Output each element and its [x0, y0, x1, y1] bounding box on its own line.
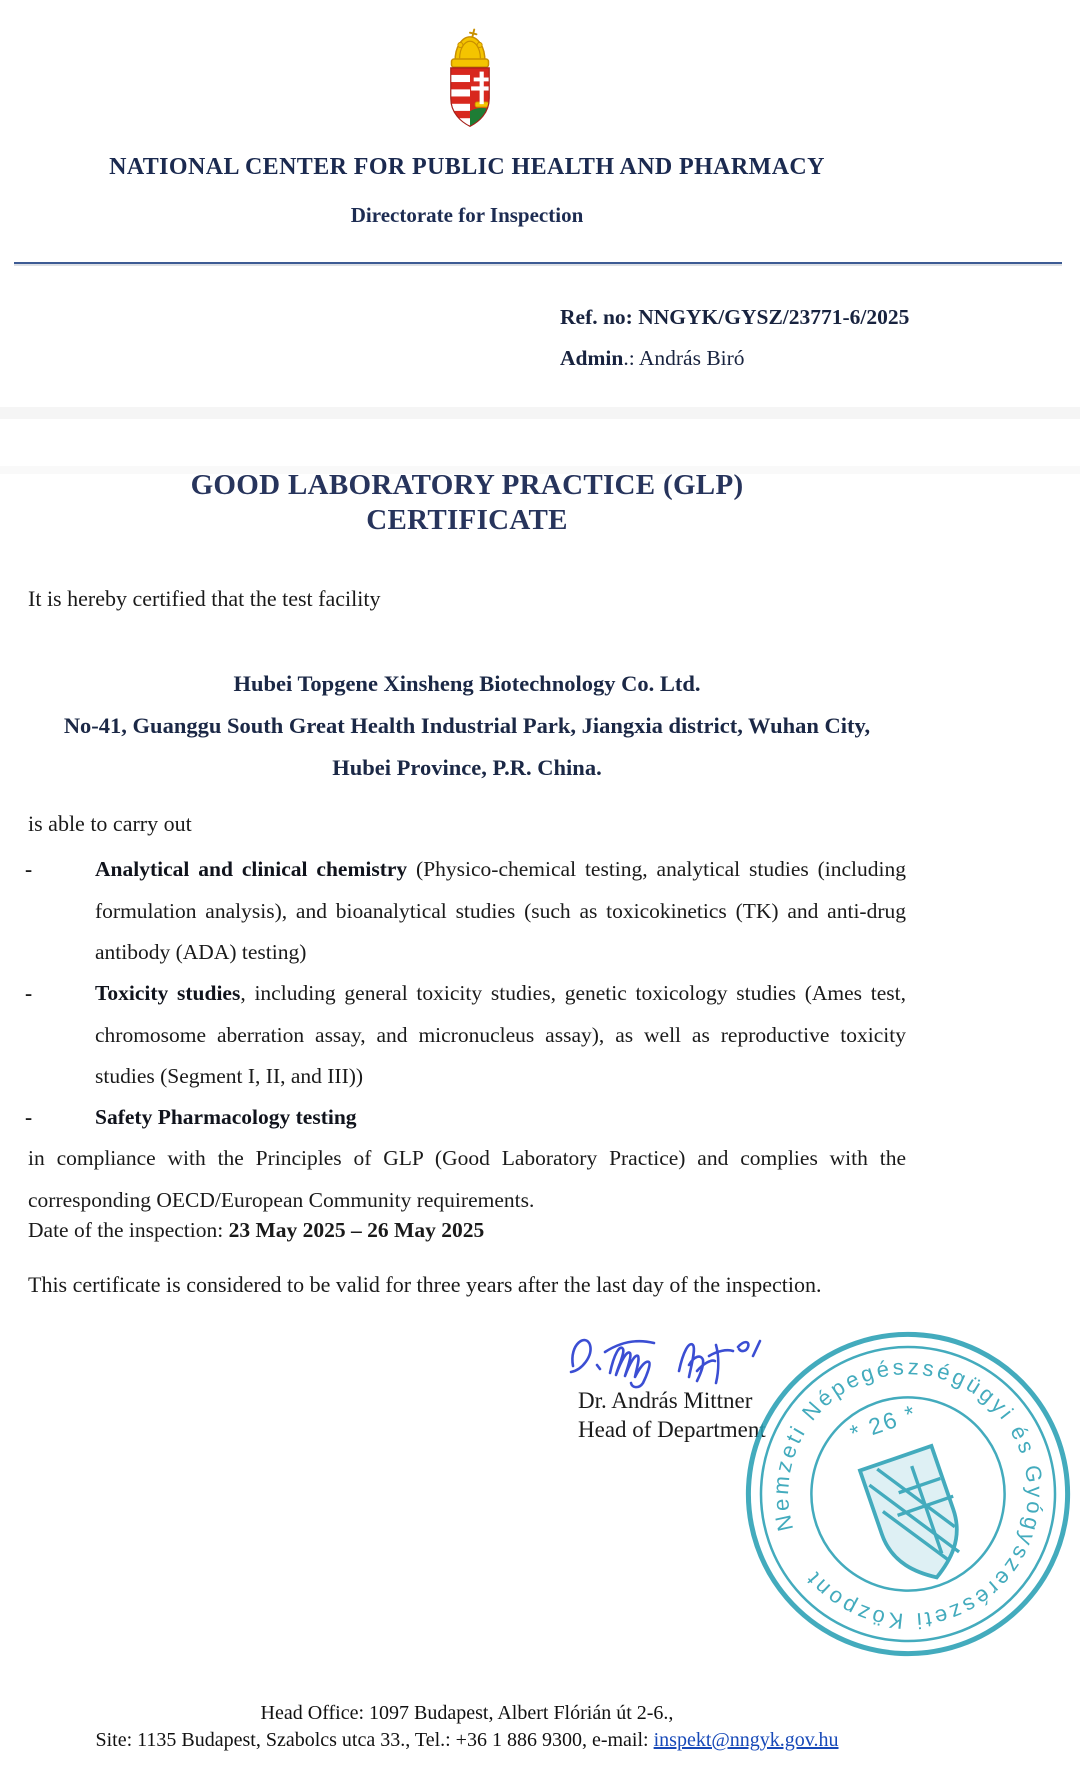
list-item-rest: (Physico-chemical testing, analytical studies (including formulation analysis), and bioanalytical studies (such as toxicokinetics (TK) and anti-drug antibody (ADA) testing) [95, 857, 907, 964]
list-item-lead: Safety Pharmacology testing [95, 1105, 357, 1129]
ref-value: NNGYK/GYSZ/23771-6/2025 [638, 305, 910, 329]
certificate-title [0, 468, 934, 538]
list-item [0, 849, 906, 974]
footer-line1: Head Office: 1097 Budapest, Albert Flórián út 2-6., [260, 1702, 674, 1724]
ref-number-line [560, 297, 909, 338]
facility-name: Hubei Topgene Xinsheng Biotechnology Co. Ltd. [233, 671, 701, 696]
email-link[interactable]: inspekt@nngyk.gov.hu [653, 1729, 839, 1751]
scan-artifact-band [0, 407, 1080, 419]
footer-line2 [0, 1727, 934, 1754]
inspection-date-label: Date of the inspection: [28, 1218, 229, 1242]
admin-value: .: András Biró [623, 346, 745, 370]
reference-block [560, 297, 909, 379]
facility-address-line2: Hubei Province, P.R. China. [332, 755, 602, 780]
directorate-subtitle: Directorate for Inspection [350, 203, 584, 227]
certificate-title-line2: CERTIFICATE [366, 504, 568, 536]
validity-statement: This certificate is considered to be valid for three years after the last day of the inspection. [28, 1272, 822, 1297]
capability-intro: is able to carry out [28, 811, 192, 836]
inspection-date-line [28, 1218, 484, 1243]
admin-line [560, 338, 909, 379]
list-item-text [95, 849, 906, 974]
list-item-rest: , including general toxicity studies, genetic toxicology studies (Ames test, chromosome aberration assay, and micronucleus assay), as well as reproductive toxicity studies (Segment I, II, and III)) [95, 981, 906, 1088]
signer-title: Head of Department [578, 1417, 766, 1442]
ref-label: Ref. no: [560, 305, 633, 329]
list-item-text [95, 973, 906, 1098]
hungary-coat-of-arms-icon [433, 12, 507, 146]
header-divider-line [14, 262, 1062, 264]
admin-label: Admin [560, 346, 624, 370]
compliance-paragraph: in compliance with the Principles of GLP (Good Laboratory Practice) and complies with the corresponding OECD/European Community requirements. [28, 1146, 906, 1212]
intro-line: It is hereby certified that the test facility [28, 586, 381, 611]
list-item-lead: Toxicity studies [95, 981, 241, 1005]
dash-marker: - [25, 857, 33, 881]
dash-marker: - [25, 981, 33, 1005]
stamp-number: * 26 * [846, 1399, 921, 1447]
certificate-title-line1: GOOD LABORATORY PRACTICE (GLP) [190, 469, 744, 501]
signer-name: Dr. András Mittner [578, 1388, 753, 1413]
signature-ink-icon [560, 1326, 795, 1390]
inspection-date-value: 23 May 2025 – 26 May 2025 [228, 1218, 485, 1242]
facility-address-line1: No-41, Guanggu South Great Health Industrial Park, Jiangxia district, Wuhan City, [63, 713, 871, 738]
list-item-lead: Analytical and clinical chemistry [95, 857, 408, 881]
list-item [0, 973, 906, 1098]
org-name: NATIONAL CENTER FOR PUBLIC HEALTH AND PHARMACY [109, 154, 825, 180]
list-item [0, 1097, 906, 1139]
stamp-ring-text: Nemzeti Népegészségügyi és Gyógyszerészeti Központ [767, 1354, 1048, 1634]
footer-line2-text: Site: 1135 Budapest, Szabolcs utca 33., Tel.: +36 1 886 9300, e-mail: [95, 1729, 654, 1751]
dash-marker: - [25, 1105, 33, 1129]
list-item-text [95, 1097, 906, 1139]
